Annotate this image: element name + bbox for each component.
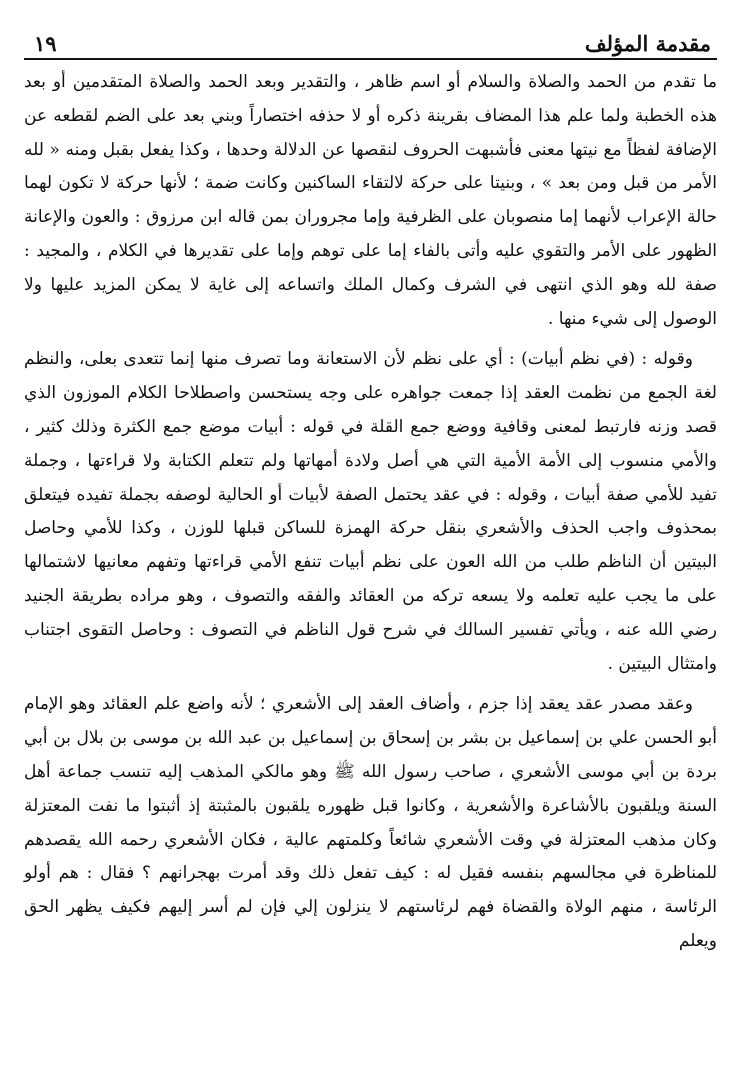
paragraph-2: وقوله : (في نظم أبيات) : أي على نظم لأن الاستعانة وما تصرف منها إنما تتعدى بعلى، والنظم لغة الجمع من نظمت العقد إذا جمعت جواهره على وجه يستحسن واصطلاحا الكلام الموزون الذي قصد وزنه فارتبط لمعنى وقافية ووضع جمع القلة في قوله : أبيات موضع جمع الكثرة وذلك كثير ، والأمي منسوب إلى الأمة الأمية التي هي أصل ولادة أمهاتها ولم تتعلم الكتابة ولا قراءتها ، وجملة تفيد للأمي صفة أبيات ، وقوله : في عقد يحتمل الصفة لأبيات أو الحالية لوصفه بجملة تفيده فيتعلق بمحذوف واجب الحذف والأشعري بنقل حركة الهمزة للساكن قبلها للوزن ، وكذا للأمي وحاصل البيتين أن الناظم طلب من الله العون على نظم أبيات تنفع الأمي قراءتها وتفهم معانيها لاشتمالها على ما يجب عليه تعلمه ولا يسعه تركه من العقائد والفقه والتصوف ، وهو مراده بطريقة الجنيد رضي الله عنه ، ويأتي تفسير السالك في شرح قول الناظم في التصوف : وحاصل التقوى اجتناب وامتثال البيتين . — [24, 349, 717, 674]
page-number: ١٩ — [34, 31, 57, 56]
body-text — [24, 66, 717, 959]
running-header — [24, 22, 717, 60]
chapter-title: مقدمة المؤلف — [584, 31, 711, 56]
paragraph-1: ما تقدم من الحمد والصلاة والسلام أو اسم ظاهر ، والتقدير وبعد الحمد والصلاة المتقدمين أو بعد هذه الخطبة ولما علم هذا المضاف بقرينة ذكره أو لا حذفه اختصاراً وبني بعد على الضم لقطعه عن الإضافة لفظاً مع نيتها معنى فأشبهت الحروف لنقصها عن الدلالة وحدها ، وكذا يفعل بقبل ومنه « لله الأمر من قبل ومن بعد » ، وبنيتا على حركة لالتقاء الساكنين وكانت ضمة ؛ لأنها حركة لا تكون لهما حالة الإعراب لأنهما إما منصوبان على الظرفية وإما مجروران بمن قاله ابن مرزوق : والعون والإعانة الظهور على الأمر والتقوي عليه وأتى بالفاء إما على توهم وإما على تقديرها في الكلام ، والمجيد : صفة لله وهو الذي انتهى في الشرف وكمال الملك واتساعه إلى غاية لا يمكن المزيد عليها ولا الوصول إلى شيء منها . — [24, 72, 717, 329]
paragraph-3: وعقد مصدر عقد يعقد إذا جزم ، وأضاف العقد إلى الأشعري ؛ لأنه واضع علم العقائد وهو الإمام أبو الحسن علي بن إسماعيل بن بشر بن إسحاق بن إسماعيل بن عبد الله بن موسى بن بلال بن أبي بردة بن أبي موسى الأشعري ، صاحب رسول الله ﷺ وهو مالكي المذهب إليه تنسب جماعة أهل السنة ويلقبون بالأشاعرة والأشعرية ، وكانوا قبل ظهوره يلقبون بالمثبتة إذ أثبتوا ما نفت المعتزلة وكان مذهب المعتزلة في وقت الأشعري شائعاً وكلمتهم عالية ، فكان الأشعري رحمه الله يقصدهم للمناظرة في مجالسهم بنفسه فقيل له : كيف تفعل ذلك وقد أمرت بهجرانهم ؟ فقال : هم أولو الرئاسة ، منهم الولاة والقضاة فهم لرئاستهم لا ينزلون إلي فإن لم أسر إليهم فكيف يظهر الحق ويعلم — [24, 694, 717, 951]
